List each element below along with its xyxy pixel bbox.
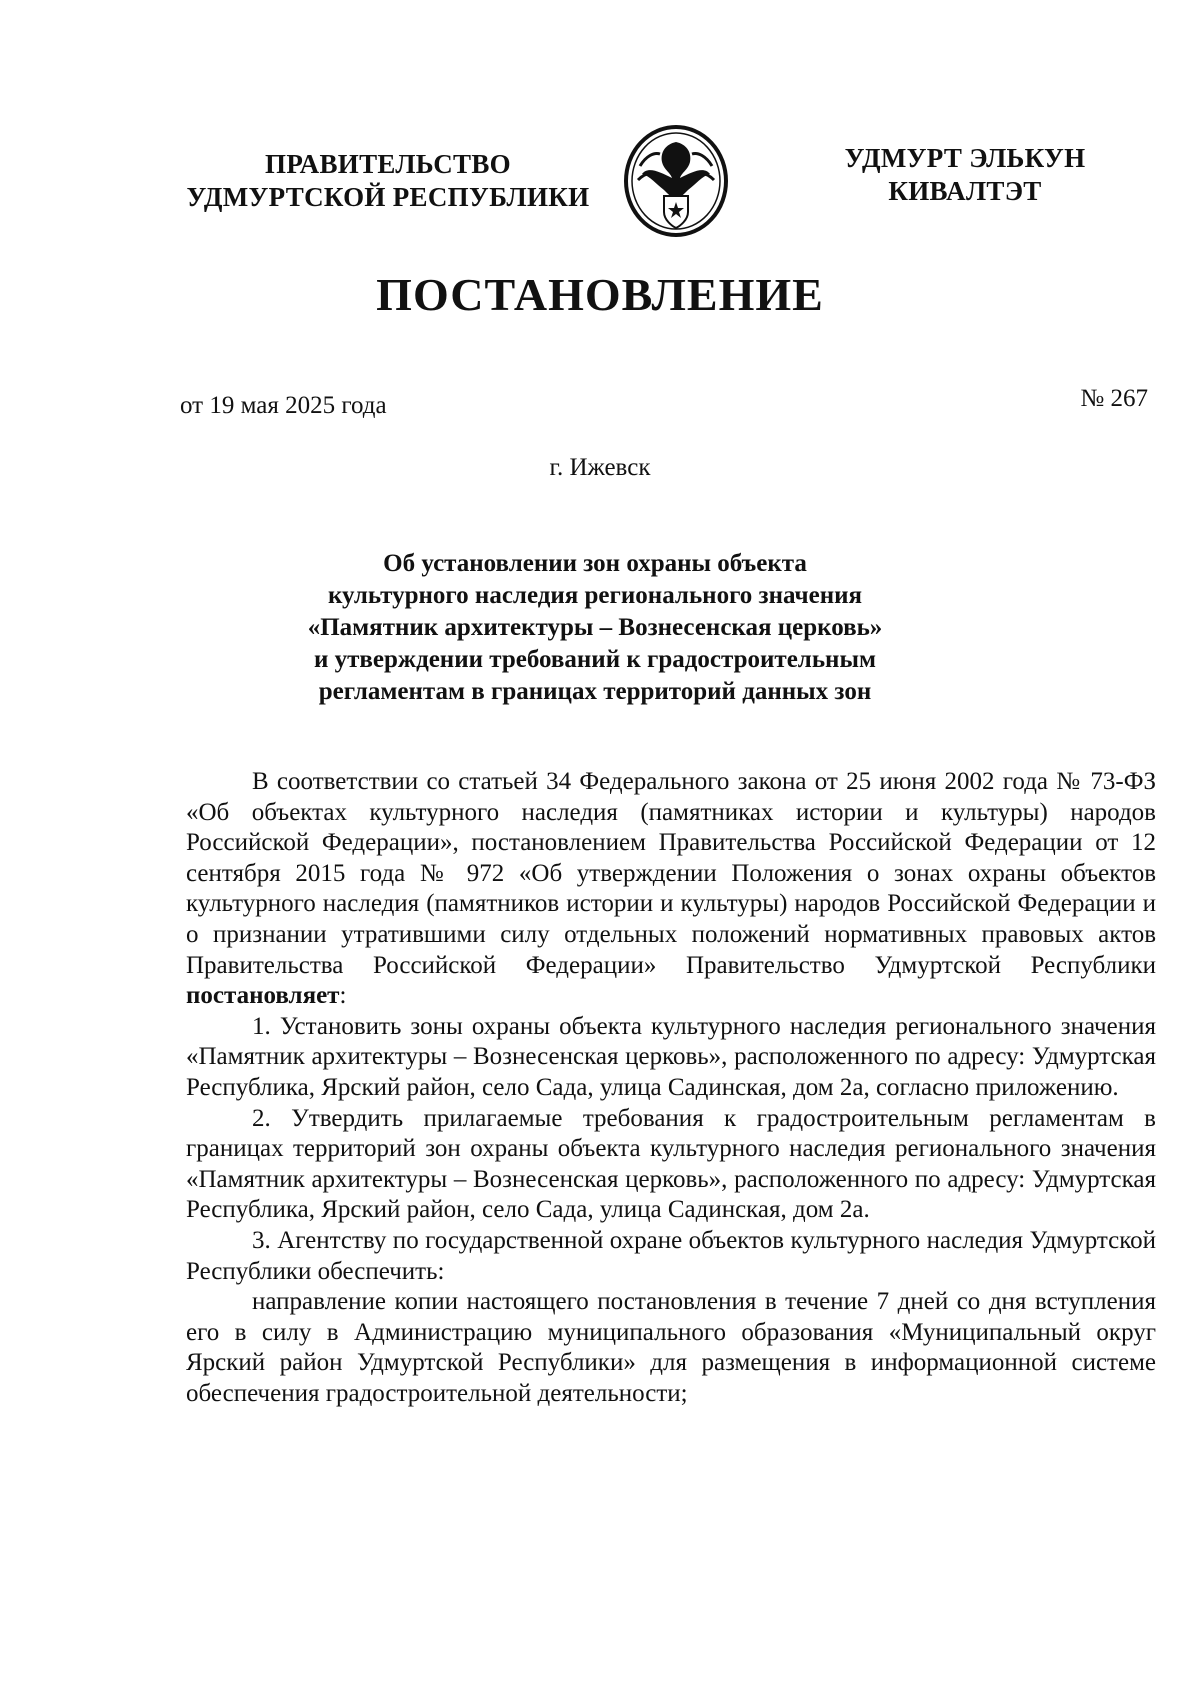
document-subject	[300, 548, 890, 708]
document-date: от 19 мая 2025 года	[180, 392, 387, 419]
clause-3: 3. Агентству по государственной охране объектов культурного наследия Удмуртской Республики обеспечить:	[186, 1226, 1156, 1285]
issuer-udmurt-line-2: КИВАЛТЭТ	[888, 176, 1042, 206]
issuer-udmurt-line-1: УДМУРТ ЭЛЬКУН	[844, 143, 1086, 173]
document-type-title: ПОСТАНОВЛЕНИЕ	[376, 269, 824, 320]
issuer-name-udmurt	[800, 142, 1130, 208]
resolves-keyword: постановляет	[186, 982, 340, 1010]
issuer-line-1: ПРАВИТЕЛЬСТВО	[265, 149, 511, 179]
document-number: № 267	[1080, 385, 1148, 412]
udmurt-coat-of-arms-icon	[620, 122, 732, 240]
subject-line: культурного наследия регионального значения	[327, 582, 863, 609]
subject-line: «Памятник архитектуры – Вознесенская церковь»	[307, 614, 883, 641]
issuer-line-2: УДМУРТСКОЙ РЕСПУБЛИКИ	[186, 182, 590, 212]
document-body	[186, 767, 1156, 1409]
subject-line: Об установлении зон охраны объекта	[383, 550, 807, 577]
issuer-name-russian	[168, 148, 608, 214]
clause-3-item: направление копии настоящего постановления в течение 7 дней со дня вступления его в силу в Администрацию муниципального образования «Муниципальный округ Ярский район Удмуртской Республики» для размещения в информационной системе обеспечения градостроительной деятельности;	[186, 1288, 1156, 1407]
preamble-text: В соответствии со статьей 34 Федерального закона от 25 июня 2002 года № 73-ФЗ «Об объектах культурного наследия (памятниках истории и культуры) народов Российской Федерации», постановлением Правительства Российской Федерации от 12 сентября 2015 года № 972 «Об утверждении Положения о зонах охраны объектов культурного наследия (памятников истории и культуры) народов Российской Федерации и о признании утратившими силу отдельных положений нормативных правовых актов Правительства Российской Федерации» Правительство Удмуртской Республики	[186, 768, 1156, 979]
clause-2: 2. Утвердить прилагаемые требования к градостроительным регламентам в границах территорий зон охраны объекта культурного наследия регионального значения «Памятник архитектуры – Вознесенская церковь», расположенного по адресу: Удмуртская Республика, Ярский район, село Сада, улица Садинская, дом 2а.	[186, 1104, 1156, 1224]
preamble-paragraph	[186, 767, 1156, 1012]
subject-line: регламентам в границах территорий данных зон	[318, 678, 872, 705]
subject-line: и утверждении требований к градостроительным	[314, 646, 876, 673]
document-city: г. Ижевск	[549, 454, 651, 481]
clause-1: 1. Установить зоны охраны объекта культурного наследия регионального значения «Памятник архитектуры – Вознесенская церковь», расположенного по адресу: Удмуртская Республика, Ярский район, село Сада, улица Садинская, дом 2а, согласно приложению.	[186, 1012, 1156, 1101]
preamble-colon: :	[339, 982, 347, 1010]
